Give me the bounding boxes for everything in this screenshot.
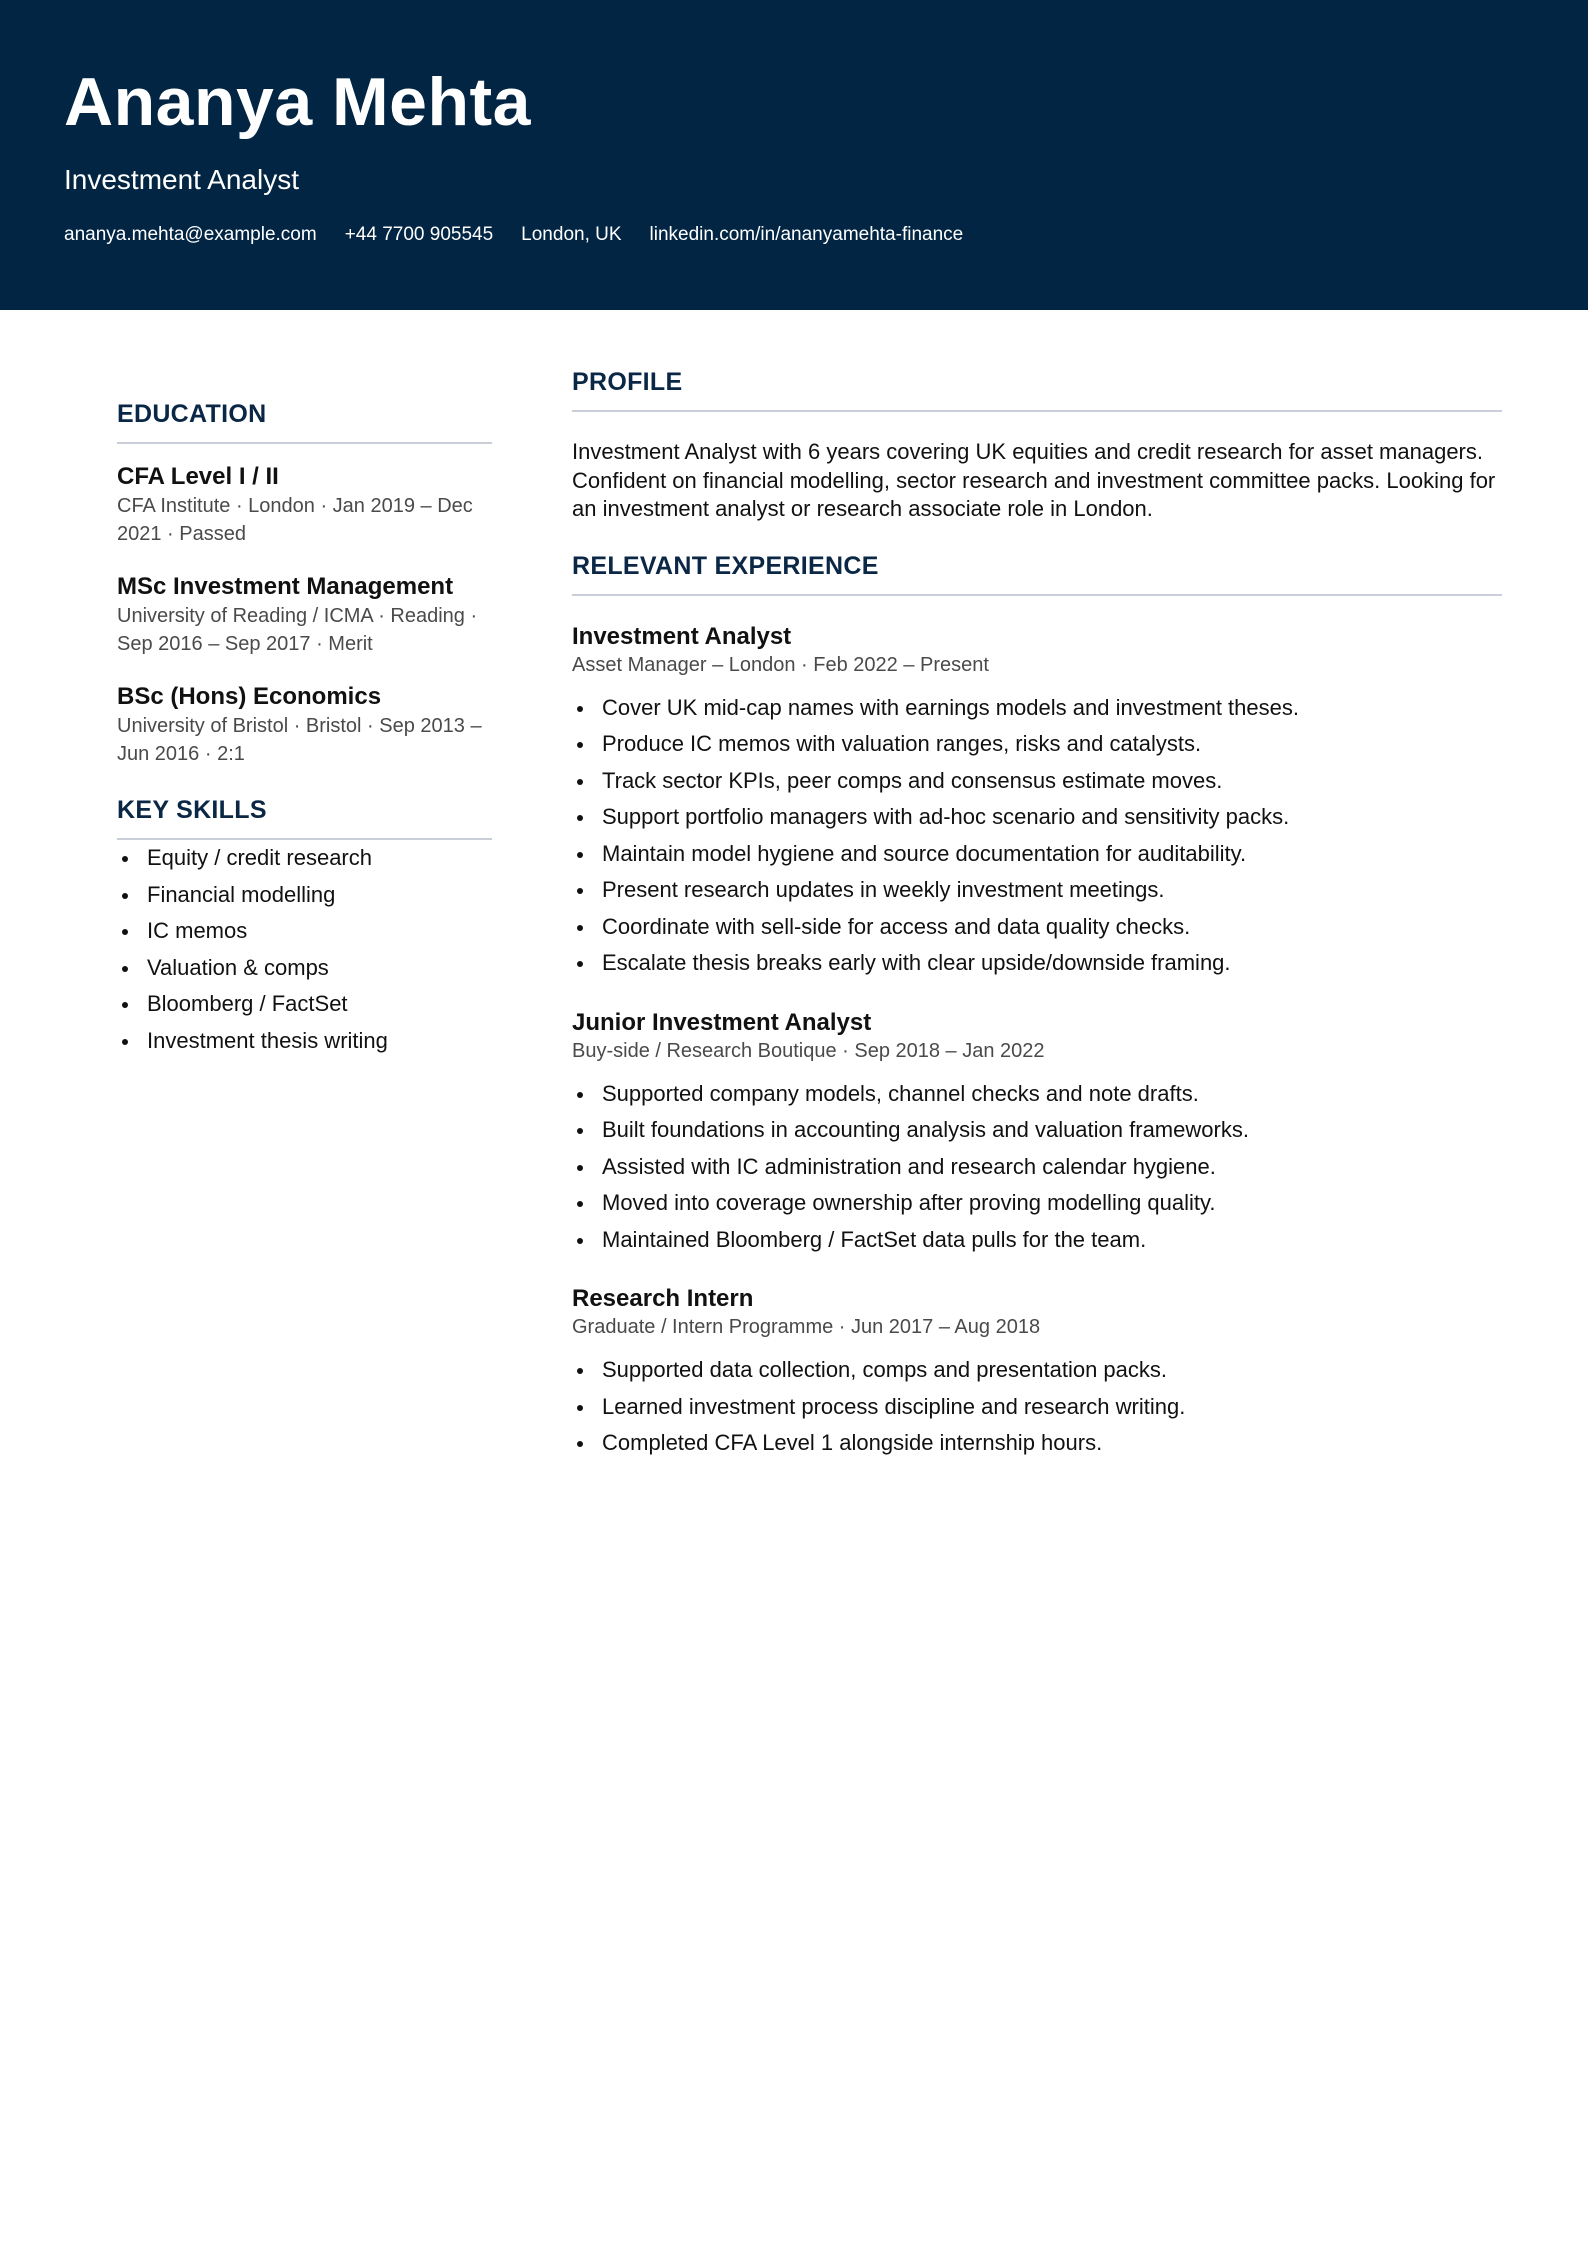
job-bullet: Track sector KPIs, peer comps and consensus estimate moves.	[572, 763, 1502, 800]
education-title: MSc Investment Management	[117, 573, 454, 600]
job-bullet: Moved into coverage ownership after proving modelling quality.	[572, 1185, 1502, 1222]
education-item	[117, 572, 492, 658]
education-item	[117, 462, 492, 548]
education-heading: EDUCATION	[117, 398, 492, 444]
job-bullets	[572, 690, 1502, 982]
job-meta: Buy-side / Research Boutique · Sep 2018 – Jan 2022	[572, 1039, 1045, 1062]
job-bullet: Cover UK mid-cap names with earnings models and investment theses.	[572, 690, 1502, 727]
job-bullet: Built foundations in accounting analysis and valuation frameworks.	[572, 1112, 1502, 1149]
job-bullet: Completed CFA Level 1 alongside internship hours.	[572, 1425, 1502, 1462]
education-title: BSc (Hons) Economics	[117, 683, 382, 710]
job-bullet: Support portfolio managers with ad-hoc scenario and sensitivity packs.	[572, 799, 1502, 836]
job-bullet: Assisted with IC administration and research calendar hygiene.	[572, 1149, 1502, 1186]
contact-phone[interactable]: +44 7700 905545	[344, 224, 494, 245]
profile-heading: PROFILE	[572, 366, 1502, 412]
contact-email[interactable]: ananya.mehta@example.com	[64, 224, 317, 245]
job-entry	[572, 622, 1502, 982]
job-bullet: Maintain model hygiene and source documentation for auditability.	[572, 836, 1502, 873]
education-meta: University of Reading / ICMA · Reading · Sep 2016 – Sep 2017 · Merit	[117, 605, 478, 655]
right-column	[572, 366, 1502, 1462]
skill-item: Financial modelling	[117, 877, 492, 914]
job-bullet: Supported data collection, comps and presentation packs.	[572, 1352, 1502, 1389]
job-title: Junior Investment Analyst	[572, 1008, 872, 1036]
resume-body	[0, 310, 1588, 2246]
job-bullet: Coordinate with sell-side for access and data quality checks.	[572, 909, 1502, 946]
job-bullet: Supported company models, channel checks and note drafts.	[572, 1076, 1502, 1113]
job-bullets	[572, 1352, 1502, 1462]
candidate-name: Ananya Mehta	[64, 64, 531, 140]
job-bullet: Produce IC memos with valuation ranges, risks and catalysts.	[572, 726, 1502, 763]
education-item	[117, 682, 492, 768]
contact-linkedin[interactable]: linkedin.com/in/ananyamehta-finance	[649, 224, 964, 245]
candidate-title: Investment Analyst	[64, 164, 300, 195]
experience-heading: RELEVANT EXPERIENCE	[572, 550, 1502, 596]
contact-location: London, UK	[521, 224, 622, 245]
skill-item: Investment thesis writing	[117, 1023, 492, 1060]
left-column	[117, 366, 492, 1059]
job-meta: Graduate / Intern Programme · Jun 2017 – Aug 2018	[572, 1316, 1041, 1338]
skill-item: Equity / credit research	[117, 840, 492, 877]
resume-header	[0, 0, 1588, 310]
job-entry	[572, 1284, 1502, 1462]
profile-summary: Investment Analyst with 6 years covering UK equities and credit research for asset managers. Confident on financial modelling, sector research and investment committee packs. Looking for an investment analyst or research associate role in London.	[572, 439, 1496, 521]
job-entry	[572, 1008, 1502, 1259]
contact-row	[64, 224, 1524, 246]
job-bullet: Escalate thesis breaks early with clear upside/downside framing.	[572, 945, 1502, 982]
education-meta: CFA Institute · London · Jan 2019 – Dec 2021 · Passed	[117, 495, 473, 545]
education-meta: University of Bristol · Bristol · Sep 2013 – Jun 2016 · 2:1	[117, 715, 482, 765]
job-title: Investment Analyst	[572, 622, 792, 650]
skill-item: Bloomberg / FactSet	[117, 986, 492, 1023]
job-meta: Asset Manager – London · Feb 2022 – Present	[572, 653, 989, 676]
job-title: Research Intern	[572, 1285, 754, 1312]
skills-list	[117, 840, 492, 1059]
skills-heading: KEY SKILLS	[117, 794, 492, 840]
job-bullet: Maintained Bloomberg / FactSet data pulls for the team.	[572, 1222, 1502, 1259]
education-title: CFA Level I / II	[117, 463, 279, 490]
skill-item: IC memos	[117, 913, 492, 950]
job-bullet: Learned investment process discipline and research writing.	[572, 1389, 1502, 1426]
job-bullet: Present research updates in weekly investment meetings.	[572, 872, 1502, 909]
skill-item: Valuation & comps	[117, 950, 492, 987]
education-list	[117, 444, 492, 768]
job-bullets	[572, 1076, 1502, 1259]
